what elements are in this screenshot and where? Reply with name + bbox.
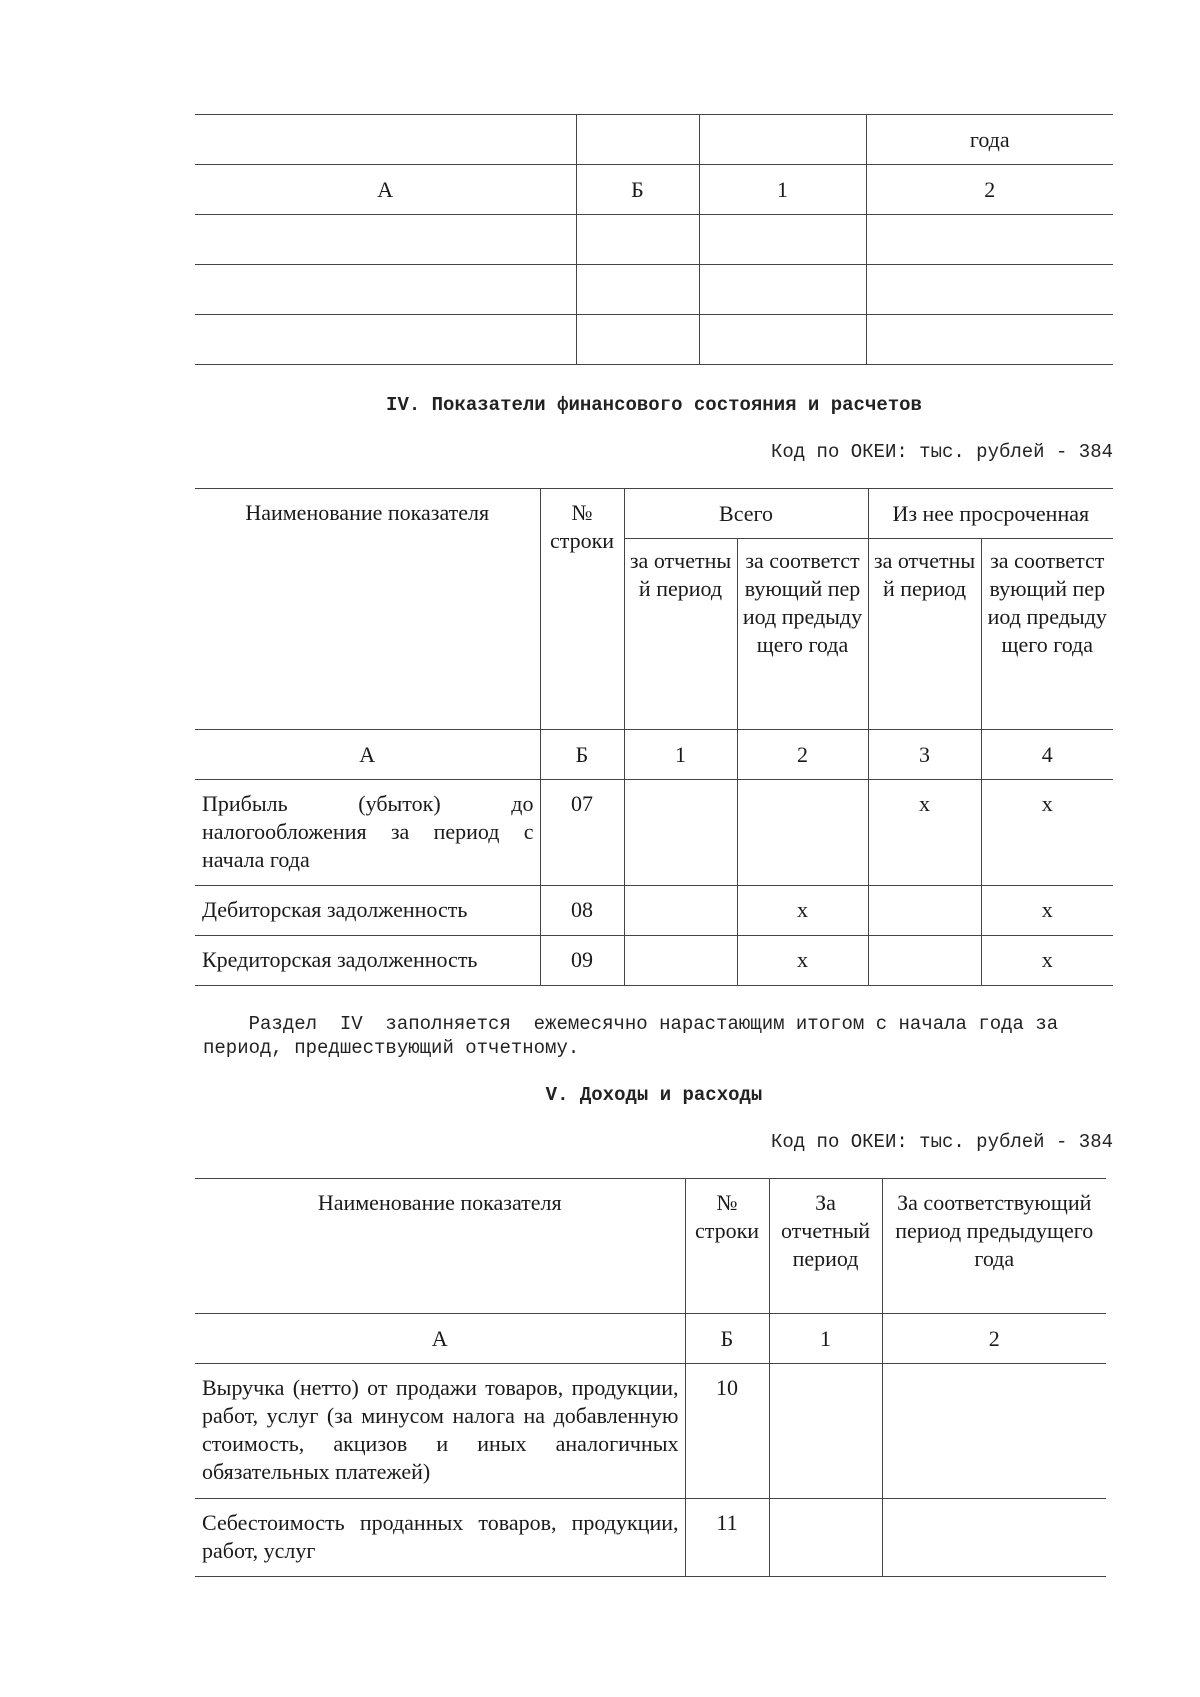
section-4-note: Раздел IV заполняется ежемесячно нарастающим итогом с начала года за период, предшествующий отчетному. <box>203 1013 1059 1059</box>
top-table-header-cell <box>576 115 699 165</box>
section-4-letters-row <box>195 730 1113 780</box>
section-4-table <box>195 488 1113 986</box>
row-indicator-name: Себестоимость проданных товаров, продукции, работ, услуг <box>195 1499 685 1577</box>
col-letter: 1 <box>769 1314 882 1364</box>
row-value: x <box>981 780 1113 886</box>
row-value: x <box>868 780 981 886</box>
row-value: x <box>737 936 868 986</box>
row-value <box>882 1364 1106 1499</box>
row-value: x <box>981 936 1113 986</box>
empty-cell <box>576 315 699 365</box>
empty-cell <box>866 215 1113 265</box>
col-letter: А <box>195 165 576 215</box>
row-value <box>624 936 737 986</box>
row-value: x <box>737 886 868 936</box>
empty-cell <box>195 315 576 365</box>
table-row <box>195 886 1113 936</box>
empty-cell <box>195 215 576 265</box>
empty-cell <box>195 265 576 315</box>
header-overdue-prev-year-period: за соответствующий период предыдущего года <box>981 539 1113 730</box>
header-line-number: № строки <box>540 489 624 730</box>
header-indicator-name: Наименование показателя <box>195 489 540 730</box>
row-line-code: 09 <box>540 936 624 986</box>
empty-cell <box>866 265 1113 315</box>
section-5-table <box>195 1178 1106 1577</box>
header-overdue: Из нее просроченная <box>868 489 1113 539</box>
row-line-code: 07 <box>540 780 624 886</box>
col-letter: 4 <box>981 730 1113 780</box>
top-table-empty-row <box>195 315 1113 365</box>
empty-cell <box>699 315 866 365</box>
top-table-header-cell-year: года <box>866 115 1113 165</box>
top-table <box>195 114 1113 365</box>
table-row <box>195 1364 1106 1499</box>
col-letter: 2 <box>866 165 1113 215</box>
header-line-number: № строки <box>685 1179 769 1314</box>
col-letter: Б <box>540 730 624 780</box>
header-overdue-reporting-period: за отчетный период <box>868 539 981 730</box>
row-value <box>624 780 737 886</box>
header-reporting-period: за отчетный период <box>624 539 737 730</box>
row-line-code: 10 <box>685 1364 769 1499</box>
row-value: x <box>981 886 1113 936</box>
col-letter: А <box>195 1314 685 1364</box>
col-letter: 2 <box>882 1314 1106 1364</box>
header-reporting-period: За отчетный период <box>769 1179 882 1314</box>
col-letter: А <box>195 730 540 780</box>
top-table-empty-row <box>195 265 1113 315</box>
row-value <box>769 1499 882 1577</box>
top-table-letters-row <box>195 165 1113 215</box>
section-5-header-row <box>195 1179 1106 1314</box>
section-4-okei-code: Код по ОКЕИ: тыс. рублей - 384 <box>770 441 1113 463</box>
col-letter: 2 <box>737 730 868 780</box>
col-letter: 1 <box>699 165 866 215</box>
section-5-okei-code: Код по ОКЕИ: тыс. рублей - 384 <box>770 1131 1113 1153</box>
row-value <box>868 936 981 986</box>
section-4-header-row-1 <box>195 489 1113 539</box>
header-prev-year-period: за соответствующий период предыдущего года <box>737 539 868 730</box>
top-table-header-row <box>195 115 1113 165</box>
row-line-code: 08 <box>540 886 624 936</box>
row-value <box>769 1364 882 1499</box>
top-table-header-cell <box>699 115 866 165</box>
row-line-code: 11 <box>685 1499 769 1577</box>
row-value <box>868 886 981 936</box>
section-4-title: IV. Показатели финансового состояния и расчетов <box>386 394 922 416</box>
header-prev-year-period: За соответствующий период предыдущего года <box>882 1179 1106 1314</box>
empty-cell <box>576 265 699 315</box>
row-value <box>737 780 868 886</box>
row-indicator-name: Кредиторская задолженность <box>195 936 540 986</box>
top-table-header-cell <box>195 115 576 165</box>
empty-cell <box>866 315 1113 365</box>
section-5-title: V. Доходы и расходы <box>545 1084 763 1106</box>
row-value <box>624 886 737 936</box>
section-5-letters-row <box>195 1314 1106 1364</box>
empty-cell <box>699 265 866 315</box>
table-row <box>195 780 1113 886</box>
col-letter: Б <box>576 165 699 215</box>
header-total: Всего <box>624 489 868 539</box>
empty-cell <box>576 215 699 265</box>
col-letter: 1 <box>624 730 737 780</box>
empty-cell <box>699 215 866 265</box>
row-value <box>882 1499 1106 1577</box>
top-table-empty-row <box>195 215 1113 265</box>
row-indicator-name: Дебиторская задолженность <box>195 886 540 936</box>
table-row <box>195 1499 1106 1577</box>
row-indicator-name: Прибыль (убыток) до налогообложения за период с начала года <box>195 780 540 886</box>
header-indicator-name: Наименование показателя <box>195 1179 685 1314</box>
col-letter: 3 <box>868 730 981 780</box>
col-letter: Б <box>685 1314 769 1364</box>
row-indicator-name: Выручка (нетто) от продажи товаров, продукции, работ, услуг (за минусом налога на добавленную стоимость, акцизов и иных аналогичных обязательных платежей) <box>195 1364 685 1499</box>
table-row <box>195 936 1113 986</box>
